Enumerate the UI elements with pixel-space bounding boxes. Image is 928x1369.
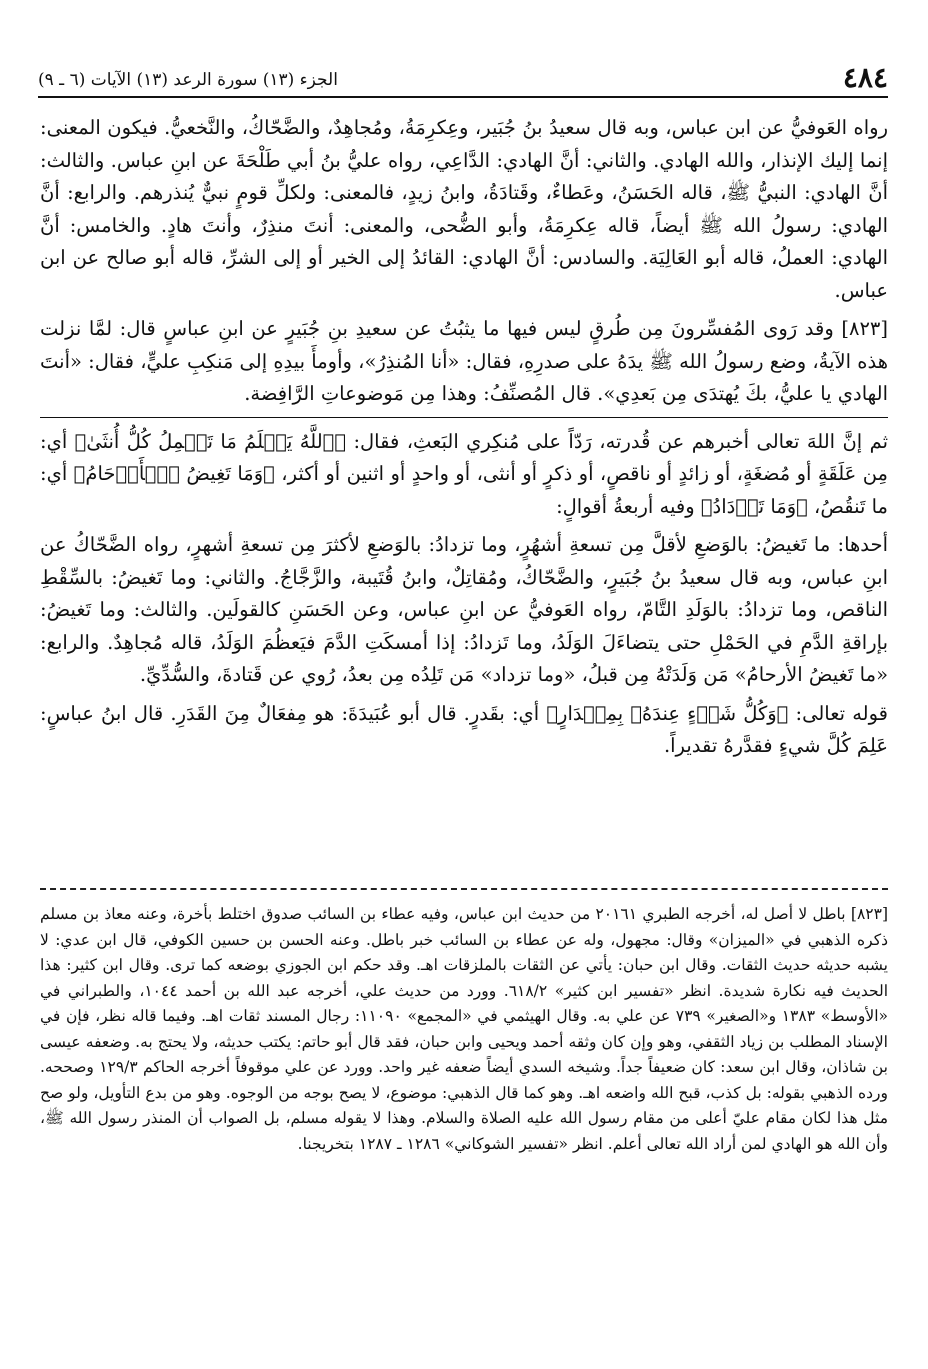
main-text bbox=[40, 112, 888, 882]
paragraph-four-opinions: أحدها: ما تَغيضُ: بالوَضعِ لأقلَّ مِن تسعةِ أشهُرٍ، وما تزدادُ: بالوَضعِ لأكثرَ مِن تسعةِ أشهرٍ، رواه الضَّحّاكُ عن ابنِ عباس، وبه قال سعيدُ بنُ جُبَيرٍ، والضَّحّاكُ، ومُقاتِلٌ، وابنُ قُتَيبة، والزَّجَّاجُ. والثاني: وما تَغيضُ: بالسِّقْطِ الناقص، وما تزدادُ: بالوَلَدِ التَّامّ، رواه العَوفيُّ عن ابنِ عباس، وعن الحَسَنِ كالقولَين. والثالث: وما تَغيضُ: بإراقةِ الدَّمِ في الحَمْلِ حتى يتضاءَلَ الوَلَدُ، وما تَزدادُ: إذا أمسكَتِ الدَّمَ فيَعظُمَ الوَلَدُ، قاله مُجاهِدٌ. والرابع: «ما تَغيضُ الأرحامُ» مَن وَلَدَتْهُ مِن قبلُ، «وما تزداد» مَن تَلِدُه مِن بعدُ، رُوي عن قَتادةَ، والسُّدِّيِّ. bbox=[40, 533, 888, 686]
page-header bbox=[38, 44, 888, 98]
paragraph-miqdar: قوله تعالى: ﴿وَكُلُّ شَيۡءٍ عِندَهُۥ بِمِقۡدَارٍ﴾ أي: بقَدرٍ. قال أبو عُبَيدَةَ: هو مِفعَالٌ مِنَ القَدَرِ. قال ابنُ عباسٍ: عَلِمَ كُلَّ شيءٍ فقدَّرهُ تقديراً. bbox=[40, 701, 888, 757]
footnote-823 bbox=[40, 902, 888, 1322]
paragraph-allah-knows: ثم إنَّ اللهَ تعالى أخبرهم عن قُدرته، رَدّاً على مُنكِري البَعثِ، فقال: ﴿ٱللَّهُ يَعۡلَمُ مَا تَحۡمِلُ كُلُّ أُنثَىٰ﴾ أي: مِن عَلَقَةٍ أو مُضغَةٍ، أو زائدٍ أو ناقصٍ، أو ذكرٍ أو أنثى، أو واحدٍ أو اثنين أو أكثر، ﴿وَمَا تَغِيضُ ٱلۡأَرۡحَامُ﴾ أي: ما تَنقُصُ، ﴿وَمَا تَزۡدَادُ﴾ وفيه أربعةُ أقوالٍ: bbox=[40, 429, 888, 518]
paragraph-hadi-opinions: رواه العَوفيُّ عن ابن عباس، وبه قال سعيدُ بنُ جُبَير، وعِكرِمَةُ، ومُجاهِدٌ، والضَّحّاكُ، والنَّخعيُّ. فيكون المعنى: إنما إليك الإنذار، والله الهادي. والثاني: أنَّ الهادي: الدَّاعِي، رواه عليُّ بنُ أبي طَلْحَةَ عن ابنِ عباس. والثالث: أنَّ الهادي: النبيُّ ﷺ، قاله الحَسَنُ، وعَطاءٌ، وقَتادَةُ، وابنُ زيدٍ، فالمعنى: ولكلِّ قومٍ نبيٌّ يُنذرهم. والرابع: أنَّ الهادي: رسولُ الله ﷺ أيضاً، قاله عِكرِمَةُ، وأبو الضُّحى، والمعنى: أنتَ منذِرٌ، وأنتَ هادٍ. والخامس: أنَّ الهادي: العملُ، قاله أبو العَالِيَة. والسادس: أنَّ الهادي: القائدُ إلى الخير أو إلى الشرِّ، قاله أبو صالح عن ابن عباس. bbox=[40, 116, 888, 302]
footnote-text: [٨٢٣] باطل لا أصل له، أخرجه الطبري ٢٠١٦١ من حديث ابن عباس، وفيه عطاء بن السائب صدوق اختلط بأخرة، وعنه معاذ بن مسلم ذكره الذهبي في «الميزان» وقال: مجهول، وله عن عطاء بن السائب خبر باطل. وعنه الحسن بن حسين الكوفي، قال ابن عدي: لا يشبه حديثه حديث الثقات. وقال ابن حبان: يأتي عن الثقات بالملزقات اهـ. وقد حكم ابن الجوزي بوضعه كما ترى. وقال ابن كثير: هذا الحديث فيه نكارة شديدة. انظر «تفسير ابن كثير» ٦١٨/٢. وورد من حديث علي، أخرجه عبد الله بن أحمد ١٠٤٤، والطبراني في «الأوسط» ١٣٨٣ و«الصغير» ٧٣٩ عن علي به. وقال الهيثمي في «المجمع» ١١٠٩٠: رجال المسند ثقات اهـ. وفيما قاله نظر، فإن في الإسناد المطلب بن زياد الثقفي، وهو وإن كان وثقه أحمد ويحيى وابن حبان، فقد قال أبو حاتم: يكتب حديثه، ولا يحتج به. وضعفه عيسى بن شاذان، وقال ابن سعد: كان ضعيفاً جداً. وشيخه السدي أيضاً ضعفه غير واحد. وورد عن علي موقوفاً أخرجه الحاكم ١٢٩/٣ وصححه. ورده الذهبي بقوله: بل كذب، قبح الله واضعه اهـ. وهو كما قال الذهبي: موضوع، لا يصح بوجه من الوجوه. وهو من بدع التأويل، ولو صح مثل هذا لكان مقام عليّ أعلى من مقام رسول الله عليه الصلاة والسلام. وهذا لا يقوله مسلم، بل الصواب أن المنذر رسول الله ﷺ، وأن الله هو الهادي لمن أراد الله تعالى أعلم. انظر «تفسير الشوكاني» ١٢٨٦ ـ ١٢٨٧ بتخريجنا. bbox=[40, 905, 888, 1153]
running-title: الجزء (١٣) سورة الرعد (١٣) الآيات (٦ ـ ٩) bbox=[38, 69, 338, 90]
hadith-823: [٨٢٣] وقد رَوى المُفسِّرونَ مِن طُرقٍ ليس فيها ما يثبُتُ عن سعيدِ بنِ جُبَيرٍ عن ابنِ عباسٍ قال: لمَّا نزلت هذه الآيةُ، وضع رسولُ الله ﷺ يدَهُ على صدرِهِ، فقال: «أنا المُنذِرُ»، وأومأَ بيدِهِ إلى مَنكِبِ عليٍّ، فقال: «أنتَ الهادي يا عليُّ، بكَ يُهتدَى مِن بَعدِي». قال المُصنِّفُ: وهذا مِن مَوضوعاتِ الرَّافِضة. bbox=[40, 313, 888, 418]
page-number: ٤٨٤ bbox=[842, 61, 888, 94]
footnote-separator bbox=[40, 888, 888, 890]
